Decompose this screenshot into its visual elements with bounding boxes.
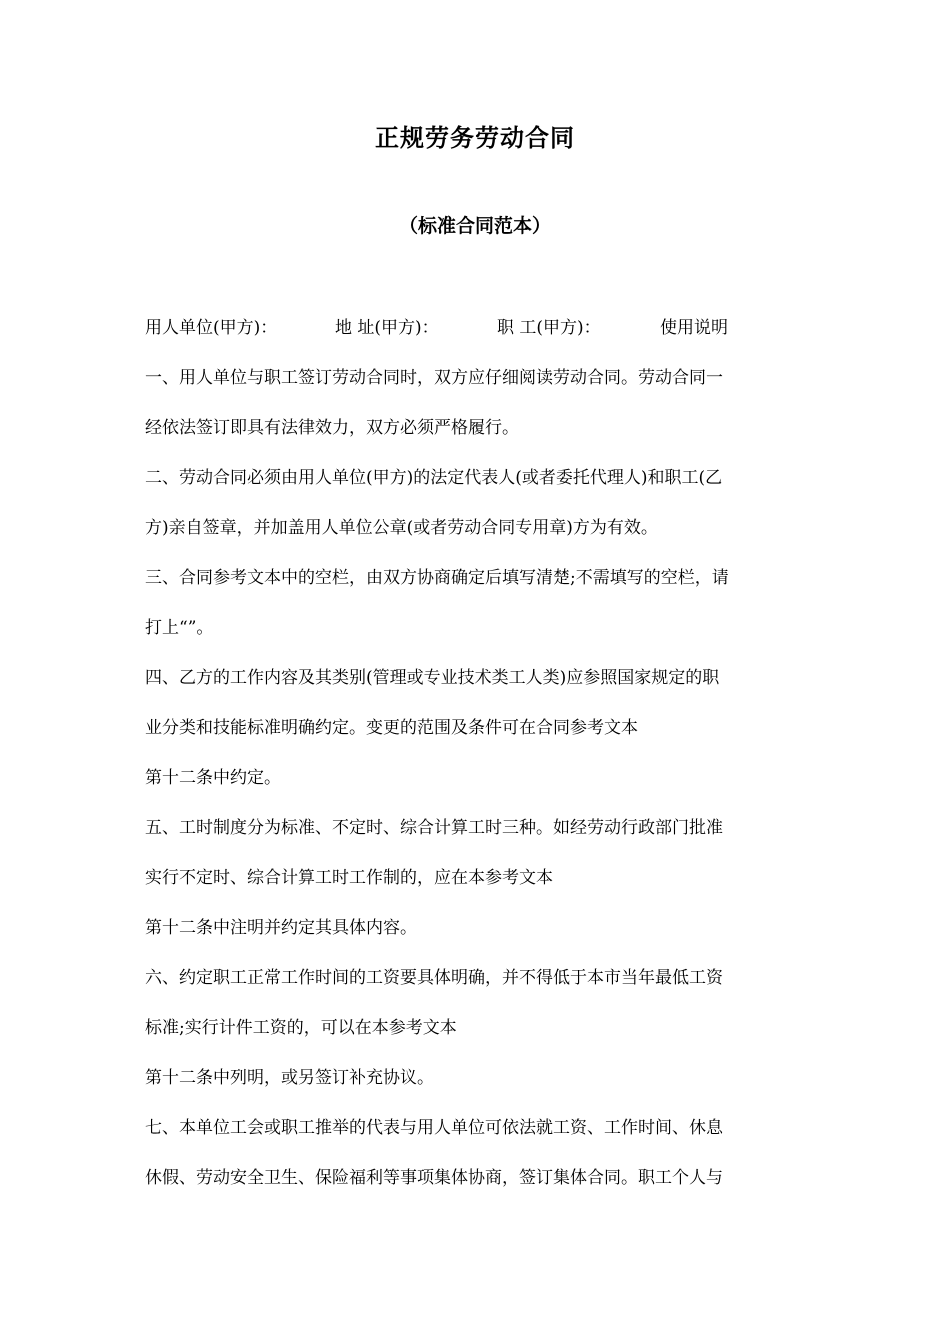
text-line: 休假、劳动安全卫生、保险福利等事项集体协商，签订集体合同。职工个人与 (145, 1168, 723, 1188)
document-body (145, 310, 810, 1210)
text-line: 一、用人单位与职工签订劳动合同时，双方应仔细阅读劳动合同。劳动合同一 (145, 368, 723, 388)
text-line: 七、本单位工会或职工推举的代表与用人单位可依法就工资、工作时间、休息 (145, 1118, 723, 1138)
text-line: 第十二条中注明并约定其具体内容。 (145, 918, 417, 938)
text-line: 第十二条中约定。 (145, 768, 281, 788)
text-line: 经依法签订即具有法律效力，双方必须严格履行。 (145, 418, 519, 438)
text-line: 第十二条中列明，或另签订补充协议。 (145, 1068, 434, 1088)
text-line: 实行不定时、综合计算工时工作制的，应在本参考文本 (145, 868, 553, 888)
instructions-heading: 使用说明 (660, 318, 728, 338)
address-label: 地 址(甲方)： (335, 318, 439, 338)
text-line: 方)亲自签章，并加盖用人单位公章(或者劳动合同专用章)方为有效。 (145, 518, 658, 538)
document-title: 正规劳务劳动合同 (375, 124, 575, 152)
text-line: 打上“”。 (145, 618, 214, 638)
text-line: 二、劳动合同必须由用人单位(甲方)的法定代表人(或者委托代理人)和职工(乙 (145, 468, 723, 488)
text-line: 六、约定职工正常工作时间的工资要具体明确，并不得低于本市当年最低工资 (145, 968, 723, 988)
worker-label: 职 工(甲方)： (497, 318, 601, 338)
text-line: 四、乙方的工作内容及其类别(管理或专业技术类工人类)应参照国家规定的职 (145, 668, 720, 688)
parties-line (145, 310, 810, 360)
document-subtitle: （标准合同范本） (398, 215, 551, 237)
text-line: 三、合同参考文本中的空栏，由双方协商确定后填写清楚;不需填写的空栏，请 (145, 568, 729, 588)
text-line: 业分类和技能标准明确约定。变更的范围及条件可在合同参考文本 (145, 718, 638, 738)
text-line: 标准;实行计件工资的，可以在本参考文本 (145, 1018, 457, 1038)
employer-label: 用人单位(甲方)： (145, 318, 278, 338)
text-line: 五、工时制度分为标准、不定时、综合计算工时三种。如经劳动行政部门批准 (145, 818, 723, 838)
